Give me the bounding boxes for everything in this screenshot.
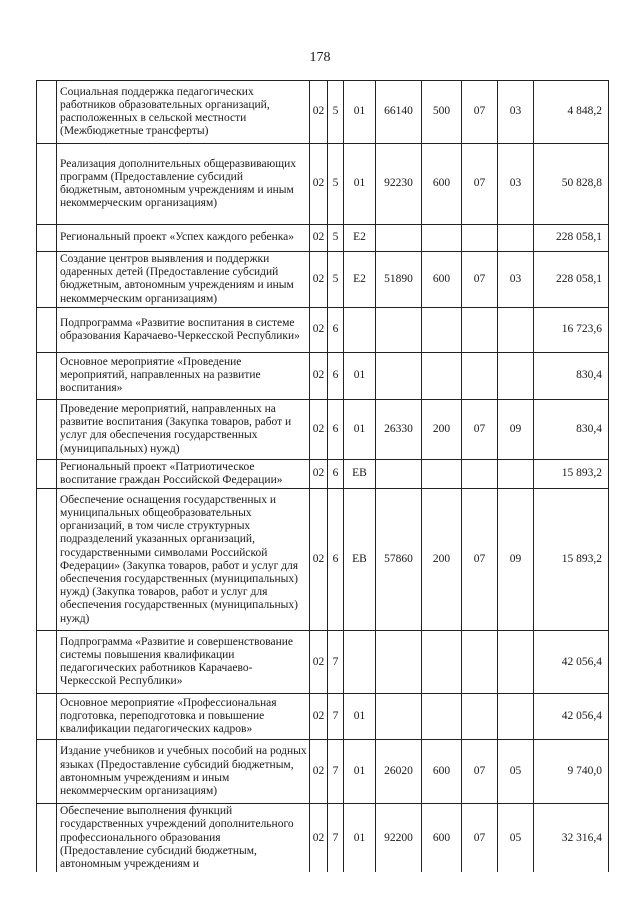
row-description: Подпрограмма «Развитие воспитания в системе образования Карачаево-Черкесской Республики» — [57, 307, 310, 352]
row-code-c6 — [462, 225, 498, 252]
row-code-c4: 51890 — [376, 252, 422, 308]
row-code-c3: 01 — [344, 399, 376, 459]
row-description: Подпрограмма «Развитие и совершенствование системы повышения квалификации педагогических работников Карачаево-Черкесской Республики» — [57, 631, 310, 694]
row-code-c5: 200 — [422, 489, 462, 631]
row-code-c1: 02 — [310, 307, 328, 352]
row-code-c6 — [462, 352, 498, 399]
row-amount: 830,4 — [534, 399, 609, 459]
table-row — [37, 489, 609, 631]
row-description: Региональный проект «Патриотическое воспитание граждан Российской Федерации» — [57, 459, 310, 488]
row-description: Обеспечение оснащения государственных и муниципальных общеобразовательных организаций, в том числе структурных подразделений указанных организаций, государственными символами Российской Федерации» (Закупка товаров, работ и услуг для обеспечения государственных (муниципальных) нужд) (Закупка товаров, работ и услуг для обеспечения государственных (муниципальных) нужд) — [57, 489, 310, 631]
row-gutter-cell — [37, 459, 57, 488]
row-code-c3: 01 — [344, 694, 376, 740]
row-code-c1: 02 — [310, 804, 328, 873]
row-gutter-cell — [37, 631, 57, 694]
row-code-c7 — [498, 694, 534, 740]
row-code-c5: 600 — [422, 804, 462, 873]
row-description: Региональный проект «Успех каждого ребенка» — [57, 225, 310, 252]
row-code-c2: 6 — [328, 489, 344, 631]
table-row — [37, 631, 609, 694]
row-gutter-cell — [37, 144, 57, 225]
row-gutter-cell — [37, 252, 57, 308]
row-code-c7 — [498, 459, 534, 488]
row-code-c3: 01 — [344, 352, 376, 399]
row-amount: 15 893,2 — [534, 459, 609, 488]
row-amount: 228 058,1 — [534, 225, 609, 252]
row-code-c1: 02 — [310, 225, 328, 252]
row-code-c5 — [422, 352, 462, 399]
row-gutter-cell — [37, 804, 57, 873]
row-code-c6: 07 — [462, 740, 498, 804]
row-description: Проведение мероприятий, направленных на развитие воспитания (Закупка товаров, работ и услуг для обеспечения государственных (муниципальных) нужд) — [57, 399, 310, 459]
row-code-c7 — [498, 631, 534, 694]
table-row — [37, 252, 609, 308]
row-code-c3: EB — [344, 489, 376, 631]
row-code-c3 — [344, 631, 376, 694]
row-code-c6: 07 — [462, 144, 498, 225]
row-code-c3: 01 — [344, 740, 376, 804]
row-code-c7: 05 — [498, 804, 534, 873]
row-amount: 42 056,4 — [534, 694, 609, 740]
row-code-c2: 7 — [328, 740, 344, 804]
row-description: Реализация дополнительных общеразвивающих программ (Предоставление субсидий бюджетным, автономным учреждениям и иным некоммерческим организациям) — [57, 144, 310, 225]
row-amount: 50 828,8 — [534, 144, 609, 225]
row-code-c5: 600 — [422, 252, 462, 308]
row-code-c3: E2 — [344, 225, 376, 252]
row-code-c5: 600 — [422, 740, 462, 804]
row-code-c6 — [462, 459, 498, 488]
row-gutter-cell — [37, 694, 57, 740]
row-code-c3: EB — [344, 459, 376, 488]
row-code-c7: 09 — [498, 399, 534, 459]
row-code-c5: 500 — [422, 81, 462, 144]
row-description: Обеспечение выполнения функций государственных учреждений дополнительного профессионального образования (Предоставление субсидий бюджетным, автономным учреждениям и — [57, 804, 310, 873]
budget-table — [36, 80, 609, 872]
row-gutter-cell — [37, 352, 57, 399]
row-code-c4 — [376, 694, 422, 740]
row-code-c4 — [376, 307, 422, 352]
table-row — [37, 740, 609, 804]
table-row — [37, 144, 609, 225]
row-code-c1: 02 — [310, 81, 328, 144]
row-code-c1: 02 — [310, 740, 328, 804]
row-code-c6: 07 — [462, 81, 498, 144]
row-code-c1: 02 — [310, 352, 328, 399]
row-amount: 830,4 — [534, 352, 609, 399]
row-code-c6: 07 — [462, 252, 498, 308]
row-code-c2: 5 — [328, 81, 344, 144]
row-code-c1: 02 — [310, 694, 328, 740]
row-amount: 32 316,4 — [534, 804, 609, 873]
row-code-c5: 600 — [422, 144, 462, 225]
row-code-c6 — [462, 694, 498, 740]
row-code-c5 — [422, 459, 462, 488]
row-amount: 42 056,4 — [534, 631, 609, 694]
row-code-c7: 09 — [498, 489, 534, 631]
page-number: 178 — [309, 50, 331, 65]
row-code-c7: 05 — [498, 740, 534, 804]
row-code-c4 — [376, 352, 422, 399]
row-code-c1: 02 — [310, 399, 328, 459]
row-code-c4 — [376, 459, 422, 488]
row-description: Основное мероприятие «Профессиональная подготовка, переподготовка и повышение квалификации педагогических кадров» — [57, 694, 310, 740]
row-code-c2: 7 — [328, 694, 344, 740]
row-description: Издание учебников и учебных пособий на родных языках (Предоставление субсидий бюджетным, автономным учреждениям и иным некоммерческим организациям) — [57, 740, 310, 804]
table-row — [37, 399, 609, 459]
row-code-c3: E2 — [344, 252, 376, 308]
row-gutter-cell — [37, 307, 57, 352]
row-code-c1: 02 — [310, 459, 328, 488]
row-code-c7: 03 — [498, 144, 534, 225]
row-code-c4: 26330 — [376, 399, 422, 459]
row-code-c6 — [462, 631, 498, 694]
row-code-c2: 5 — [328, 252, 344, 308]
row-description: Основное мероприятие «Проведение мероприятий, направленных на развитие воспитания» — [57, 352, 310, 399]
row-code-c4 — [376, 225, 422, 252]
row-code-c2: 6 — [328, 399, 344, 459]
row-code-c3 — [344, 307, 376, 352]
row-code-c4: 26020 — [376, 740, 422, 804]
table-row — [37, 694, 609, 740]
row-code-c2: 6 — [328, 352, 344, 399]
row-code-c3: 01 — [344, 81, 376, 144]
row-code-c2: 6 — [328, 307, 344, 352]
row-code-c2: 7 — [328, 631, 344, 694]
table-row — [37, 307, 609, 352]
row-code-c7 — [498, 307, 534, 352]
row-description: Создание центров выявления и поддержки одаренных детей (Предоставление субсидий бюджетным, автономным учреждениям и иным некоммерческим организациям) — [57, 252, 310, 308]
row-code-c2: 6 — [328, 459, 344, 488]
row-gutter-cell — [37, 399, 57, 459]
row-code-c4: 92200 — [376, 804, 422, 873]
row-code-c4 — [376, 631, 422, 694]
row-code-c4: 66140 — [376, 81, 422, 144]
row-code-c1: 02 — [310, 144, 328, 225]
row-code-c6: 07 — [462, 399, 498, 459]
row-code-c7: 03 — [498, 252, 534, 308]
row-code-c5 — [422, 307, 462, 352]
row-code-c1: 02 — [310, 252, 328, 308]
row-gutter-cell — [37, 81, 57, 144]
row-code-c6 — [462, 307, 498, 352]
table-body — [37, 81, 609, 873]
row-code-c1: 02 — [310, 489, 328, 631]
row-code-c3: 01 — [344, 804, 376, 873]
row-amount: 15 893,2 — [534, 489, 609, 631]
row-code-c2: 5 — [328, 144, 344, 225]
row-code-c6: 07 — [462, 489, 498, 631]
row-description: Социальная поддержка педагогических работников образовательных организаций, расположенных в сельской местности (Межбюджетные трансферты) — [57, 81, 310, 144]
row-gutter-cell — [37, 489, 57, 631]
table-row — [37, 81, 609, 144]
row-code-c5 — [422, 631, 462, 694]
row-code-c5 — [422, 225, 462, 252]
row-code-c5: 200 — [422, 399, 462, 459]
row-gutter-cell — [37, 740, 57, 804]
row-gutter-cell — [37, 225, 57, 252]
row-code-c6: 07 — [462, 804, 498, 873]
row-amount: 4 848,2 — [534, 81, 609, 144]
row-amount: 228 058,1 — [534, 252, 609, 308]
table-row — [37, 352, 609, 399]
table-row — [37, 459, 609, 488]
row-code-c2: 7 — [328, 804, 344, 873]
table-row — [37, 804, 609, 873]
row-code-c7 — [498, 352, 534, 399]
row-amount: 16 723,6 — [534, 307, 609, 352]
table-row — [37, 225, 609, 252]
row-code-c3: 01 — [344, 144, 376, 225]
row-code-c1: 02 — [310, 631, 328, 694]
row-code-c4: 92230 — [376, 144, 422, 225]
row-code-c2: 5 — [328, 225, 344, 252]
row-code-c5 — [422, 694, 462, 740]
row-amount: 9 740,0 — [534, 740, 609, 804]
row-code-c7: 03 — [498, 81, 534, 144]
row-code-c7 — [498, 225, 534, 252]
row-code-c4: 57860 — [376, 489, 422, 631]
